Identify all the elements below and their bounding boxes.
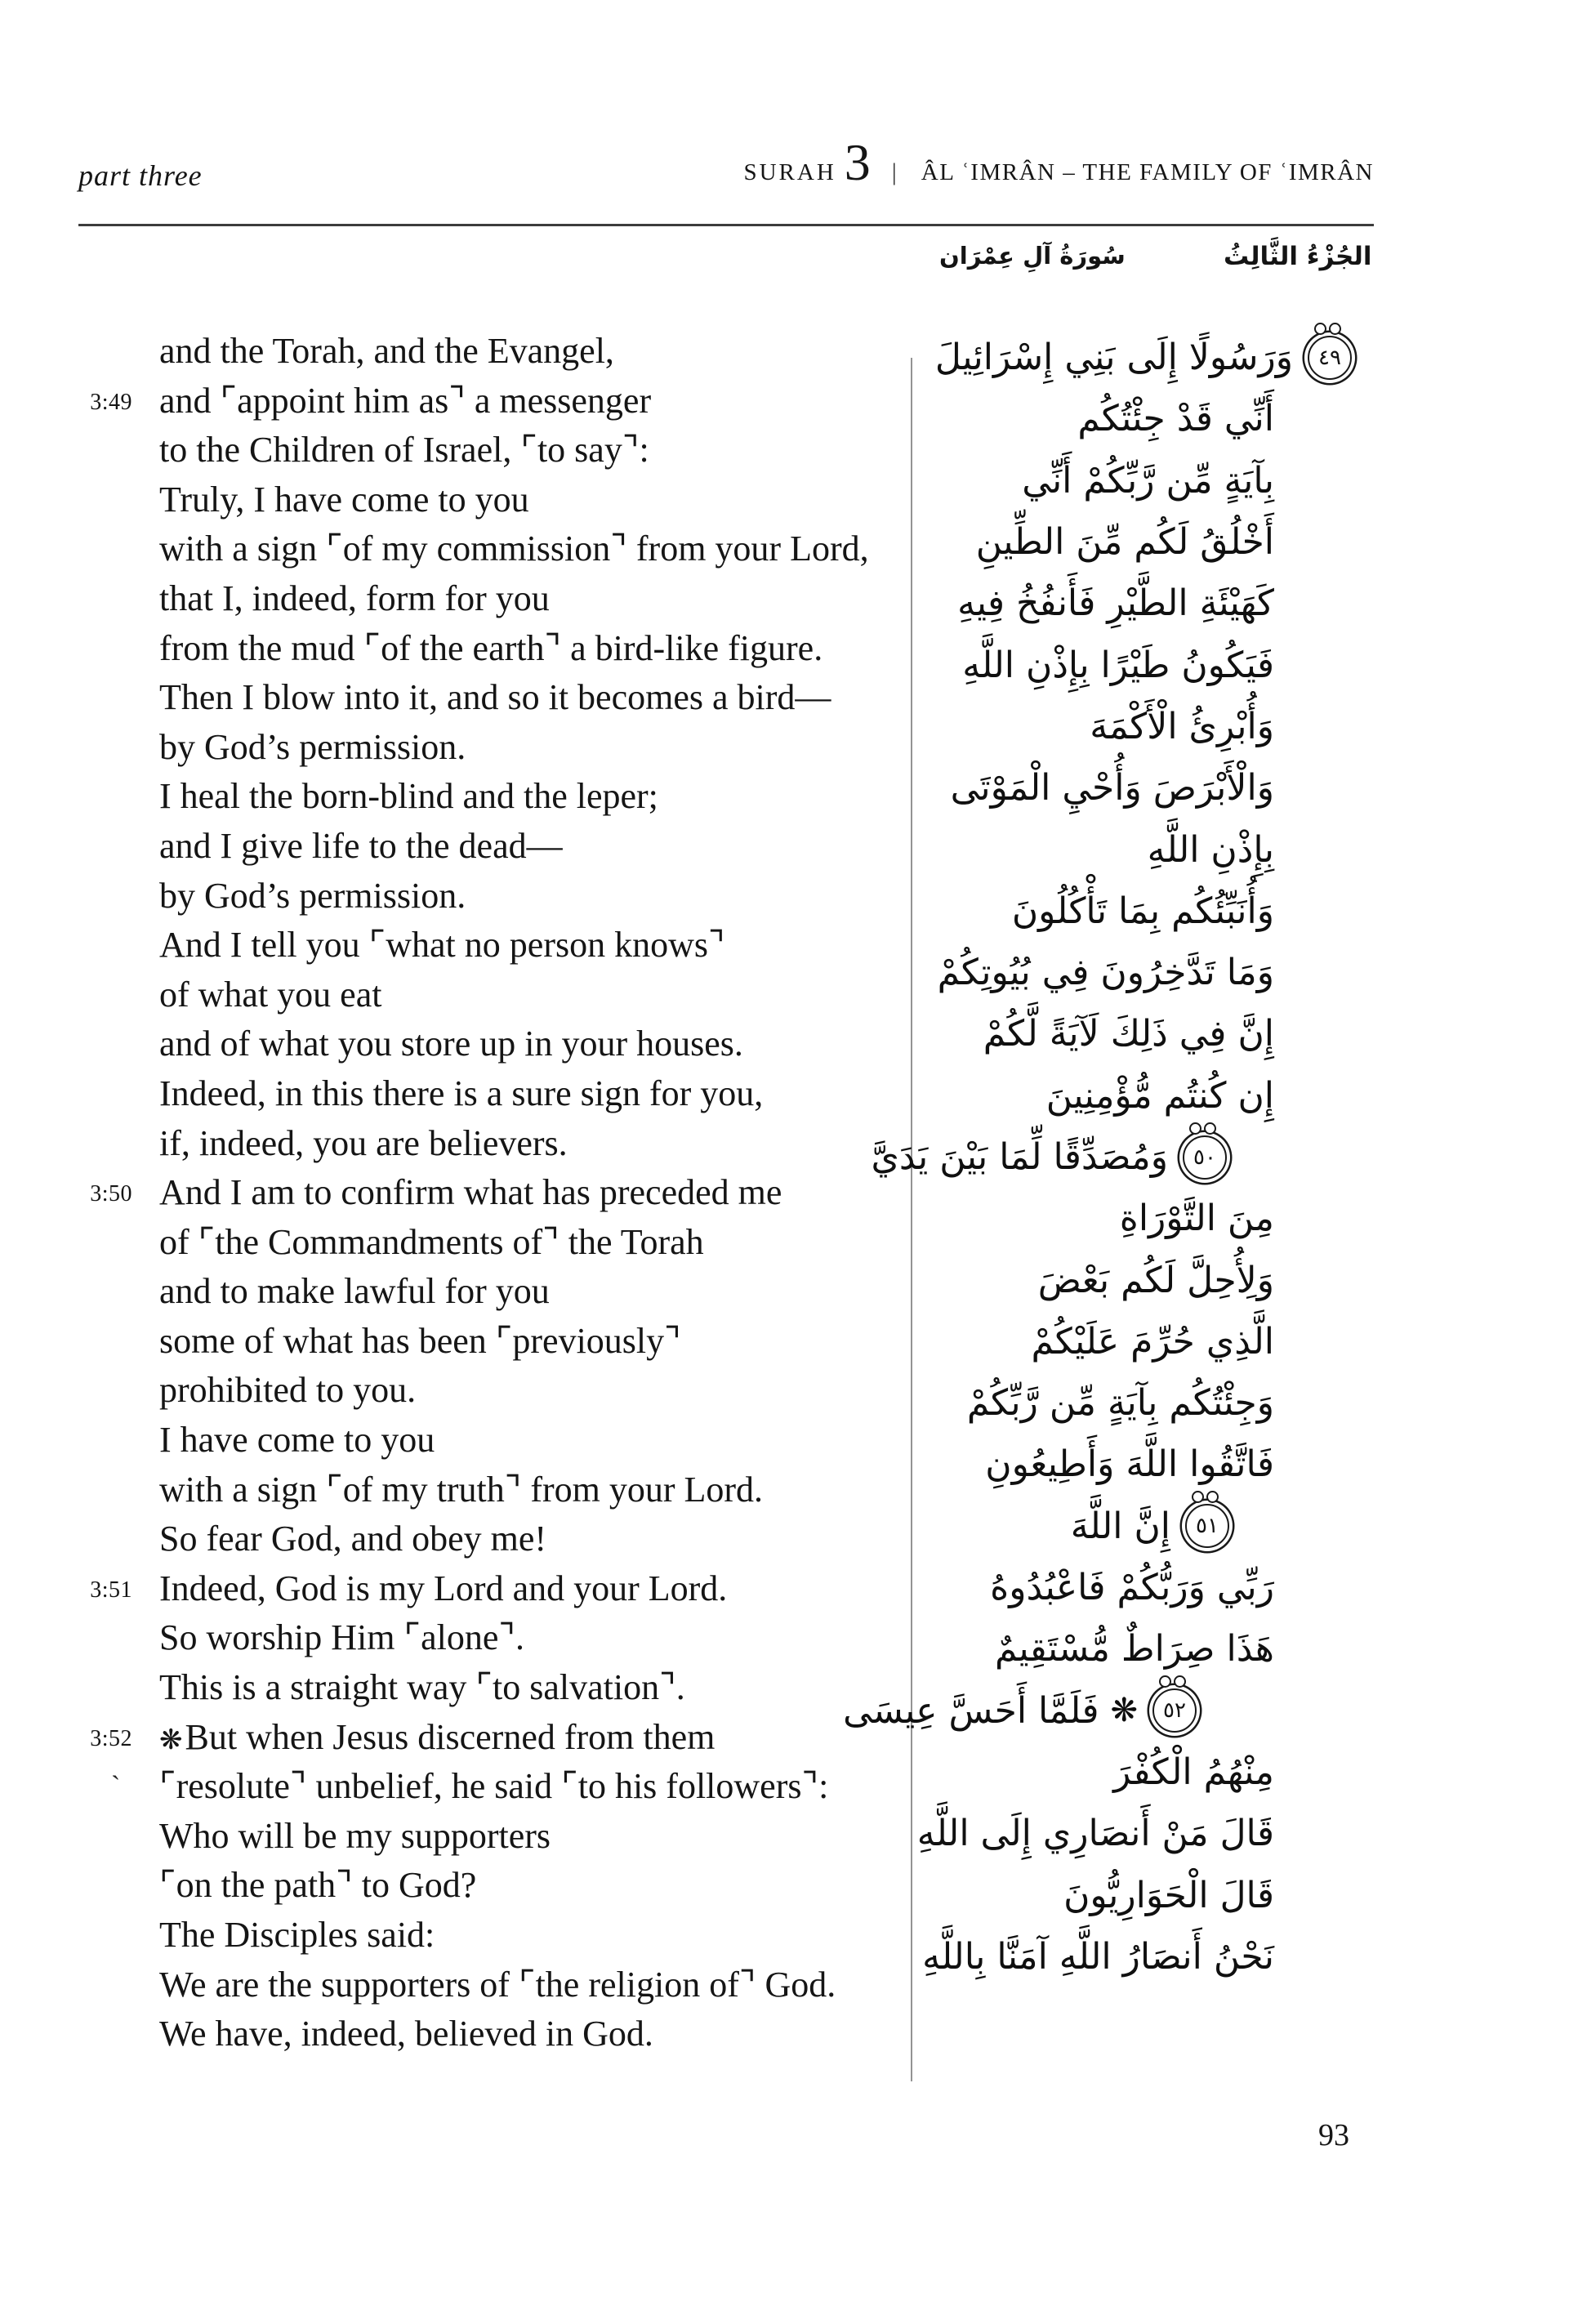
arabic-line xyxy=(702,942,1274,1003)
arabic-verse-column xyxy=(702,327,1341,1987)
english-text: Indeed, in this there is a sure sign for you, xyxy=(159,1073,764,1113)
juz-title-arabic: الجُزْءُ الثَّالِثُ xyxy=(1224,242,1372,271)
arabic-text: وَلِأُحِلَّ لَكُم بَعْضَ xyxy=(1037,1259,1274,1301)
arabic-line xyxy=(702,1003,1274,1064)
english-text: And I tell you ⌜what no person knows⌝ xyxy=(159,925,725,966)
english-text: ⌜on the path⌝ to God? xyxy=(159,1865,477,1906)
surah-title-english: ÂL ʿIMRÂN – THE FAMILY OF ʿIMRÂN xyxy=(921,159,1374,185)
arabic-line xyxy=(702,1803,1274,1864)
english-text: ⌜resolute⌝ unbelief, he said ⌜to his followers⌝: xyxy=(159,1766,829,1807)
arabic-text: وَمَا تَدَّخِرُونَ فِي بُيُوتِكُمْ xyxy=(937,952,1274,994)
english-text: The Disciples said: xyxy=(159,1915,435,1955)
verse-number: 3:51 xyxy=(90,1577,132,1603)
arabic-line xyxy=(702,1557,1274,1618)
margin-mark: ` xyxy=(111,1771,121,1801)
english-text: by God’s permission. xyxy=(159,875,466,916)
arabic-line xyxy=(702,819,1274,880)
english-text: and to make lawful for you xyxy=(159,1271,550,1312)
arabic-text: وَالْأَبْرَصَ وَأُحْيِ الْمَوْتَى xyxy=(950,767,1274,810)
arabic-text: قَالَ مَنْ أَنصَارِي إِلَى اللَّهِ xyxy=(916,1813,1274,1855)
english-text: So worship Him ⌜alone⌝. xyxy=(159,1617,525,1658)
arabic-line xyxy=(702,450,1274,511)
arabic-text: فَلَمَّا أَحَسَّ عِيسَى xyxy=(843,1689,1099,1732)
running-title-surah xyxy=(743,132,1374,193)
english-text: prohibited to you. xyxy=(159,1370,417,1411)
english-line xyxy=(74,2009,903,2059)
english-text: So fear God, and obey me! xyxy=(159,1519,547,1559)
arabic-text: إِنَّ فِي ذَلِكَ لَآيَةً لَّكُمْ xyxy=(983,1013,1274,1055)
arabic-text: وَرَسُولًا إِلَى بَنِي إِسْرَائِيلَ xyxy=(934,337,1293,379)
arabic-text: إِن كُنتُم مُّؤْمِنِينَ xyxy=(1045,1074,1274,1117)
arabic-line xyxy=(702,757,1274,819)
english-text: to the Children of Israel, ⌜to say⌝: xyxy=(159,430,649,471)
verse-number: 3:49 xyxy=(90,389,132,415)
arabic-line xyxy=(702,1372,1274,1434)
arabic-text: وَجِئْتُكُم بِآيَةٍ مِّن رَّبِّكُمْ xyxy=(966,1382,1274,1425)
english-text: of what you eat xyxy=(159,974,382,1015)
arabic-text: الَّذِي حُرِّمَ عَلَيْكُمْ xyxy=(1031,1320,1274,1363)
arabic-line xyxy=(702,696,1274,757)
english-text: some of what has been ⌜previously⌝ xyxy=(159,1320,681,1361)
arabic-line xyxy=(702,1249,1274,1310)
arabic-line xyxy=(702,1188,1274,1249)
arabic-line xyxy=(702,634,1274,695)
english-text: I heal the born-blind and the leper; xyxy=(159,776,658,817)
arabic-text: وَمُصَدِّقًا لِّمَا بَيْنَ يَدَيَّ xyxy=(871,1136,1168,1178)
english-text: and I give life to the dead— xyxy=(159,825,563,866)
arabic-text: إِنَّ اللَّهَ xyxy=(1070,1505,1170,1547)
arabic-line xyxy=(702,1065,1274,1126)
english-text: This is a straight way ⌜to salvation⌝. xyxy=(159,1667,685,1708)
verse-medallion: ٥٠ xyxy=(1183,1135,1227,1180)
verse-medallion: ٥١ xyxy=(1185,1504,1229,1548)
verse-number: 3:50 xyxy=(90,1181,132,1207)
arabic-line xyxy=(702,388,1274,449)
arabic-line xyxy=(702,573,1274,634)
english-text: We have, indeed, believed in God. xyxy=(159,2014,653,2054)
arabic-line xyxy=(702,1434,1274,1495)
arabic-line xyxy=(702,327,1341,388)
english-text: ❋But when Jesus discerned from them xyxy=(159,1716,716,1757)
english-text: of ⌜the Commandments of⌝ the Torah xyxy=(159,1221,704,1262)
english-text: Truly, I have come to you xyxy=(159,479,529,520)
arabic-line xyxy=(702,1742,1274,1803)
surah-title-arabic: سُورَةُ آلِ عِمْرَان xyxy=(939,242,1126,270)
english-text: and ⌜appoint him as⌝ a messenger xyxy=(159,380,652,421)
verse-number: 3:52 xyxy=(90,1725,132,1751)
arabic-text: وَأُنَبِّئُكُم بِمَا تَأْكُلُونَ xyxy=(1011,890,1274,932)
english-text: with a sign ⌜of my truth⌝ from your Lord. xyxy=(159,1469,764,1510)
english-text: from the mud ⌜of the earth⌝ a bird-like figure. xyxy=(159,627,823,668)
arabic-line xyxy=(702,1496,1274,1557)
arabic-text: مِنَ التَّوْرَاةِ xyxy=(1119,1198,1274,1240)
arabic-text: رَبِّي وَرَبُّكُمْ فَاعْبُدُوهُ xyxy=(990,1567,1274,1609)
arabic-text: نَحْنُ أَنصَارُ اللَّهِ آمَنَّا بِاللَّهِ xyxy=(922,1935,1274,1978)
arabic-line xyxy=(702,1680,1274,1742)
english-text: that I, indeed, form for you xyxy=(159,578,550,618)
arabic-line xyxy=(702,1864,1274,1925)
arabic-text: بِإِذْنِ اللَّهِ xyxy=(1147,828,1274,871)
english-text: by God’s permission. xyxy=(159,726,466,767)
english-text: and the Torah, and the Evangel, xyxy=(159,331,614,371)
page-number: 93 xyxy=(1318,2118,1349,2152)
english-text: and of what you store up in your houses. xyxy=(159,1024,743,1064)
english-text: if, indeed, you are believers. xyxy=(159,1122,568,1163)
english-text: Who will be my supporters xyxy=(159,1815,551,1856)
surah-label: SURAH xyxy=(743,159,836,185)
header-rule xyxy=(78,224,1374,226)
arabic-text: بِآيَةٍ مِّن رَّبِّكُمْ أَنِّي xyxy=(1022,459,1274,502)
arabic-line xyxy=(702,881,1274,942)
arabic-text: وَأُبْرِئُ الْأَكْمَهَ xyxy=(1090,705,1274,747)
arabic-text: هَذَا صِرَاطٌ مُّسْتَقِيمٌ xyxy=(995,1628,1274,1670)
english-text: with a sign ⌜of my commission⌝ from your Lord, xyxy=(159,529,869,569)
arabic-text: فَيَكُونُ طَيْرًا بِإِذْنِ اللَّهِ xyxy=(962,644,1274,686)
english-text: And I am to confirm what has preceded me xyxy=(159,1172,782,1213)
running-title-part: part three xyxy=(78,159,203,192)
arabic-line xyxy=(702,1126,1274,1188)
hizb-flower-icon: ❋ xyxy=(159,1723,183,1756)
arabic-text: قَالَ الْحَوَارِيُّونَ xyxy=(1063,1874,1274,1916)
arabic-line xyxy=(702,1311,1274,1372)
arabic-text: فَاتَّقُوا اللَّهَ وَأَطِيعُونِ xyxy=(985,1443,1274,1486)
english-text: Indeed, God is my Lord and your Lord. xyxy=(159,1568,728,1608)
english-text: I have come to you xyxy=(159,1420,435,1461)
surah-number: 3 xyxy=(844,133,871,191)
arabic-text: أَنِّي قَدْ جِئْتُكُم xyxy=(1077,398,1274,440)
header-separator: | xyxy=(891,158,897,185)
english-text: Then I blow into it, and so it becomes a bird— xyxy=(159,677,831,718)
verse-medallion: ٥٢ xyxy=(1152,1688,1197,1733)
english-text: We are the supporters of ⌜the religion of⌝ God. xyxy=(159,1964,836,2005)
arabic-text: أَخْلُقُ لَكُم مِّنَ الطِّينِ xyxy=(975,521,1274,564)
arabic-line xyxy=(702,1618,1274,1679)
rub-el-hizb-icon: ❋ xyxy=(1110,1692,1138,1730)
verse-medallion: ٤٩ xyxy=(1308,336,1352,380)
arabic-text: مِنْهُمُ الْكُفْرَ xyxy=(1113,1751,1274,1793)
arabic-line xyxy=(702,1926,1274,1987)
arabic-text: كَهَيْئَةِ الطَّيْرِ فَأَنفُخُ فِيهِ xyxy=(957,582,1274,625)
arabic-line xyxy=(702,511,1274,573)
